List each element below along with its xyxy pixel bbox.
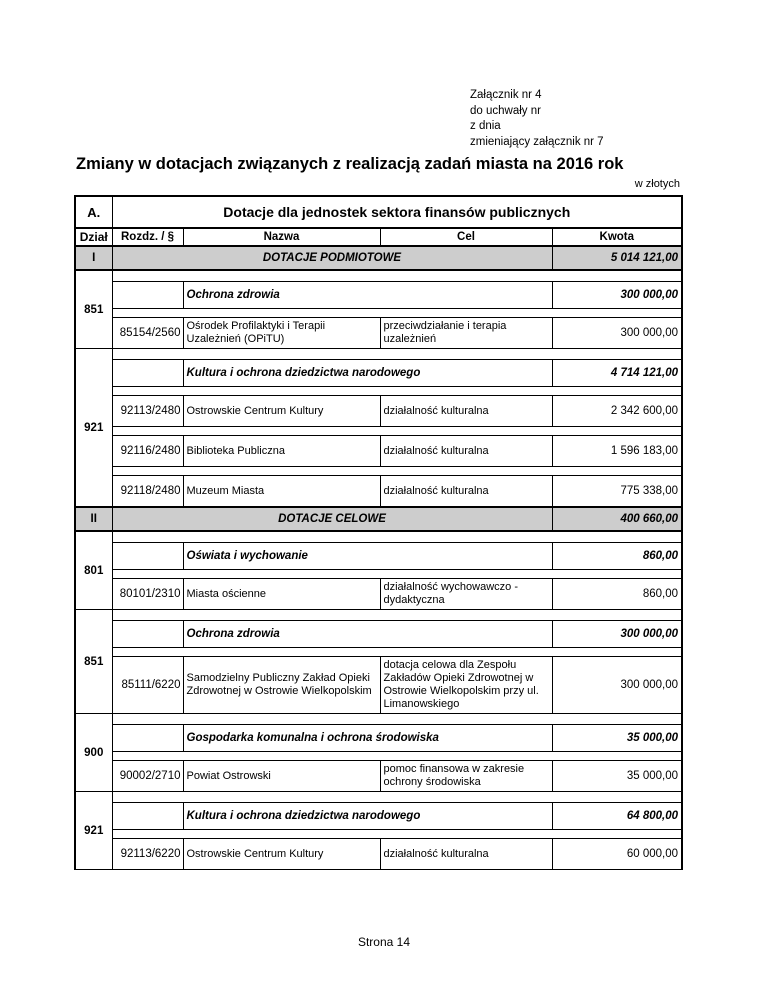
- chapter-name: Ochrona zdrowia: [183, 282, 552, 309]
- table-row: [75, 396, 682, 427]
- annex-line: z dnia: [470, 120, 501, 132]
- chapter-amount: 35 000,00: [552, 725, 682, 752]
- item-code: 92118/2480: [112, 476, 183, 508]
- dzial-cell: 921: [75, 792, 112, 870]
- item-purpose: działalność kulturalna: [380, 436, 552, 467]
- blank-cell: [112, 830, 682, 839]
- table-row: [75, 839, 682, 870]
- spacer-row: [75, 830, 682, 839]
- spacer-row: [75, 610, 682, 621]
- item-purpose: działalność wychowawczo - dydaktyczna: [380, 579, 552, 610]
- blank-cell: [112, 427, 682, 436]
- group-roman: I: [75, 246, 112, 270]
- group-name: DOTACJE PODMIOTOWE: [112, 246, 552, 270]
- chapter-amount: 64 800,00: [552, 803, 682, 830]
- table-row: [75, 318, 682, 349]
- dzial-cell: 851: [75, 610, 112, 714]
- table-row: [75, 436, 682, 467]
- chapter-name: Ochrona zdrowia: [183, 621, 552, 648]
- blank-cell: [112, 309, 682, 318]
- blank-cell: [112, 387, 682, 396]
- group-roman: II: [75, 507, 112, 531]
- col-nazwa: Nazwa: [183, 228, 380, 246]
- blank-cell: [112, 792, 682, 803]
- item-name: Muzeum Miasta: [183, 476, 380, 508]
- dzial-cell: 801: [75, 531, 112, 610]
- section-header-row: [75, 196, 682, 228]
- currency-note: w złotych: [634, 178, 680, 190]
- item-name: Powiat Ostrowski: [183, 761, 380, 792]
- dzial-cell: 900: [75, 714, 112, 792]
- chapter-row: [75, 543, 682, 570]
- blank-cell: [112, 570, 682, 579]
- chapter-name: Kultura i ochrona dziedzictwa narodowego: [183, 803, 552, 830]
- chapter-code-blank: [112, 621, 183, 648]
- section-title: Dotacje dla jednostek sektora finansów publicznych: [112, 196, 682, 228]
- blank-cell: [112, 648, 682, 657]
- item-amount: 300 000,00: [552, 657, 682, 714]
- spacer-row: [75, 570, 682, 579]
- chapter-amount: 300 000,00: [552, 282, 682, 309]
- chapter-code-blank: [112, 543, 183, 570]
- item-code: 92116/2480: [112, 436, 183, 467]
- table-row: [75, 761, 682, 792]
- item-code: 85154/2560: [112, 318, 183, 349]
- group-row: [75, 507, 682, 531]
- annex-line: zmieniający załącznik nr 7: [470, 135, 604, 148]
- item-purpose: działalność kulturalna: [380, 396, 552, 427]
- item-purpose: przeciwdziałanie i terapia uzależnień: [380, 318, 552, 349]
- item-name: Biblioteka Publiczna: [183, 436, 380, 467]
- chapter-code-blank: [112, 725, 183, 752]
- spacer-row: [75, 270, 682, 282]
- subsidy-table: [74, 195, 683, 870]
- item-amount: 35 000,00: [552, 761, 682, 792]
- chapter-row: [75, 803, 682, 830]
- section-code: A.: [75, 196, 112, 228]
- spacer-row: [75, 387, 682, 396]
- spacer-row: [75, 531, 682, 543]
- item-purpose: działalność kulturalna: [380, 476, 552, 508]
- document-title: Zmiany w dotacjach związanych z realizacją zadań miasta na 2016 rok: [76, 155, 624, 173]
- item-code: 90002/2710: [112, 761, 183, 792]
- col-kwota: Kwota: [552, 228, 682, 246]
- blank-cell: [112, 714, 682, 725]
- chapter-row: [75, 725, 682, 752]
- col-cel: Cel: [380, 228, 552, 246]
- group-name: DOTACJE CELOWE: [112, 507, 552, 531]
- chapter-name: Oświata i wychowanie: [183, 543, 552, 570]
- table-row: [75, 476, 682, 508]
- spacer-row: [75, 427, 682, 436]
- item-purpose: dotacja celowa dla Zespołu Zakładów Opieki Zdrowotnej w Ostrowie Wielkopolskim przy ul. Limanowskiego: [380, 657, 552, 714]
- annex-line: Załącznik nr 4: [470, 89, 542, 101]
- spacer-row: [75, 714, 682, 725]
- column-header-row: [75, 228, 682, 246]
- item-purpose: działalność kulturalna: [380, 839, 552, 870]
- item-name: Ostrowskie Centrum Kultury: [183, 839, 380, 870]
- blank-cell: [112, 752, 682, 761]
- item-name: Ostrowskie Centrum Kultury: [183, 396, 380, 427]
- chapter-code-blank: [112, 282, 183, 309]
- blank-cell: [112, 467, 682, 476]
- table-row: [75, 657, 682, 714]
- annex-note: [470, 88, 604, 150]
- page-number: Strona 14: [357, 935, 411, 949]
- chapter-amount: 300 000,00: [552, 621, 682, 648]
- item-amount: 300 000,00: [552, 318, 682, 349]
- spacer-row: [75, 648, 682, 657]
- blank-cell: [112, 270, 682, 282]
- item-amount: 860,00: [552, 579, 682, 610]
- item-amount: 60 000,00: [552, 839, 682, 870]
- spacer-row: [75, 349, 682, 360]
- table-row: [75, 579, 682, 610]
- spacer-row: [75, 467, 682, 476]
- chapter-amount: 4 714 121,00: [552, 360, 682, 387]
- col-rozdz: Rozdz. / §: [112, 228, 183, 246]
- spacer-row: [75, 309, 682, 318]
- chapter-name: Kultura i ochrona dziedzictwa narodowego: [183, 360, 552, 387]
- chapter-code-blank: [112, 803, 183, 830]
- item-code: 92113/2480: [112, 396, 183, 427]
- item-name: Samodzielny Publiczny Zakład Opieki Zdrowotnej w Ostrowie Wielkopolskim: [183, 657, 380, 714]
- dzial-cell: 851: [75, 270, 112, 349]
- item-code: 85111/6220: [112, 657, 183, 714]
- item-purpose: pomoc finansowa w zakresie ochrony środowiska: [380, 761, 552, 792]
- group-amount: 400 660,00: [552, 507, 682, 531]
- chapter-amount: 860,00: [552, 543, 682, 570]
- item-amount: 2 342 600,00: [552, 396, 682, 427]
- blank-cell: [112, 531, 682, 543]
- chapter-row: [75, 360, 682, 387]
- chapter-row: [75, 282, 682, 309]
- item-code: 92113/6220: [112, 839, 183, 870]
- item-amount: 775 338,00: [552, 476, 682, 508]
- annex-line: do uchwały nr: [470, 104, 541, 117]
- spacer-row: [75, 792, 682, 803]
- chapter-row: [75, 621, 682, 648]
- item-name: Ośrodek Profilaktyki i Terapii Uzależnień (OPiTU): [183, 318, 380, 349]
- chapter-code-blank: [112, 360, 183, 387]
- col-dzial: Dział: [75, 228, 112, 246]
- blank-cell: [112, 349, 682, 360]
- group-row: [75, 246, 682, 270]
- dzial-cell: 921: [75, 349, 112, 508]
- blank-cell: [112, 610, 682, 621]
- chapter-name: Gospodarka komunalna i ochrona środowiska: [183, 725, 552, 752]
- spacer-row: [75, 752, 682, 761]
- item-code: 80101/2310: [112, 579, 183, 610]
- item-name: Miasta ościenne: [183, 579, 380, 610]
- group-amount: 5 014 121,00: [552, 246, 682, 270]
- item-amount: 1 596 183,00: [552, 436, 682, 467]
